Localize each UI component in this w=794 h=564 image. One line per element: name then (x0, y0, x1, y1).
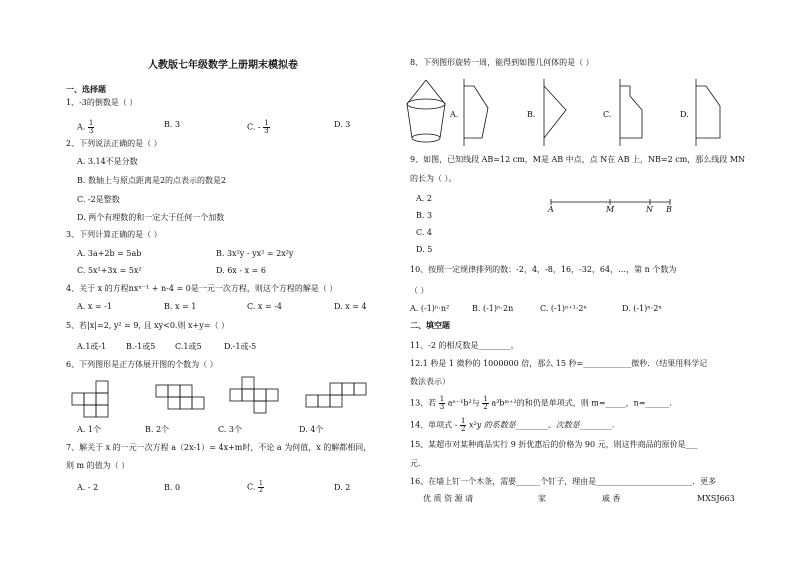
question-2-option-d[interactable]: D. 两个有理数的和一定大于任何一个加数 (77, 213, 225, 222)
question-5-option-d[interactable]: D.-1或-5 (224, 342, 257, 351)
cube-net-a (72, 381, 108, 417)
question-6-option-c[interactable]: C. 3个 (218, 425, 243, 434)
question-2-option-a[interactable]: A. 3.14不是分数 (77, 157, 138, 166)
question-5-stem: 5、若|x|=2, y² = 9, 且 xy<0.则 x+y=（ ） (66, 321, 229, 330)
question-2-option-c[interactable]: C. -2是整数 (77, 195, 120, 204)
cube-net-d (306, 383, 366, 407)
footer-text-b: 家 (538, 494, 546, 503)
question-5-option-a[interactable]: A.1或-1 (77, 342, 107, 351)
footer-code: MXSJ663 (697, 494, 735, 503)
question-3-option-d[interactable]: D. 6x - x = 6 (216, 266, 266, 275)
question-10-stem-continued: （ ） (410, 286, 429, 295)
question-13[interactable]: 13、若 $\frac{1}{3}$ aⁿ⁻¹b²与 $\frac{1}{2}$ a³bᵐ⁺²的和仍是单项式，则 m=_____，n=______. (410, 395, 672, 411)
option-b-shape (544, 79, 566, 146)
question-7-option-d[interactable]: D. 2 (334, 483, 351, 492)
footer-text-c: 戚 香 (602, 494, 621, 503)
question-9-option-b[interactable]: B. 3 (416, 211, 433, 220)
question-3-option-c[interactable]: C. 5x²+3x = 5x² (77, 266, 142, 275)
cube-net-c (230, 377, 278, 413)
fraction: $\frac{1}{2}$ (258, 480, 263, 494)
question-10-option-d[interactable]: D. (-1)ⁿ·2ⁿ (622, 304, 662, 313)
question-9-stem: 9、如图，已知线段 AB=12 cm，M是 AB 中点，点 N在 AB 上，NB=2 cm，那么线段 MN (410, 155, 746, 164)
question-4-option-d[interactable]: D. x = 4 (334, 302, 367, 311)
question-10-option-c[interactable]: C. (-1)ⁿ⁺¹·2ⁿ (540, 304, 587, 313)
option-d-shape (696, 79, 720, 146)
question-9-option-a[interactable]: A. 2 (416, 194, 432, 203)
question-1-stem: 1、-3的倒数是（ ） (66, 98, 138, 107)
cone-cylinder-solid (407, 80, 445, 142)
fraction: $\frac{1}{3}$ (88, 119, 94, 135)
question-6-option-b[interactable]: B. 2个 (145, 425, 170, 434)
section-heading-choice: 一、选择题 (66, 84, 106, 94)
fraction: $\frac{1}{3}$ (264, 119, 269, 135)
question-1-option-a[interactable]: A. $\frac{1}{3}$ (77, 119, 94, 135)
question-4-option-b[interactable]: B. x = 1 (164, 302, 197, 311)
question-1-option-c[interactable]: C. - $\frac{1}{3}$ (247, 119, 269, 135)
footer-text-a: 优 质 资 源 请 (423, 494, 474, 503)
question-3-option-a[interactable]: A. 3a+2b = 5ab (77, 249, 142, 258)
question-7-option-a[interactable]: A. - 2 (77, 483, 99, 492)
question-1-option-b[interactable]: B. 3 (164, 120, 181, 129)
question-4-option-c[interactable]: C. x = -4 (247, 302, 283, 311)
question-16[interactable]: 16、在墙上钉一个木条，需要______个钉子，理由是________________________．更多 (410, 477, 717, 486)
point-n-label: N (646, 205, 653, 214)
question-4-option-a[interactable]: A. x = -1 (77, 302, 112, 311)
question-9-option-c[interactable]: C. 4 (416, 228, 433, 237)
point-a-label: A (548, 205, 554, 214)
cube-net-b (156, 385, 204, 409)
fraction: $\frac{1}{2}$ (483, 395, 488, 411)
question-14[interactable]: 14、单项式 - $\frac{1}{2}$ x²y 的系数是________，次数是________. (410, 417, 615, 433)
question-10-option-a[interactable]: A. (-1)ⁿ·n² (410, 304, 450, 313)
question-10-stem: 10、按照一定规律排列的数：-2，4，-8，16，-32，64，…，第 n 个数为 (410, 265, 677, 274)
option-a-shape (464, 79, 488, 146)
point-b-label: B (666, 205, 672, 214)
question-15-continued: 元. (410, 459, 421, 468)
question-7-option-b[interactable]: B. 0 (164, 483, 181, 492)
question-8-option-d[interactable]: D. (680, 110, 689, 119)
question-3-option-b[interactable]: B. 3x²y - yx² = 2x²y (216, 249, 294, 258)
question-8-stem: 8、下列图形旋转一周，能得到如图几何体的是（ ） (410, 58, 594, 67)
question-1-option-d[interactable]: D. 3 (334, 120, 351, 129)
question-7-stem-continued: 则 m 的值为（ ） (66, 461, 130, 470)
question-12-continued: 数法表示） (410, 377, 450, 386)
cube-net-figures (70, 375, 390, 425)
question-2-option-b[interactable]: B. 数轴上与原点距离是2的点表示的数是2 (77, 176, 227, 185)
page-title: 人教版七年级数学上册期末模拟卷 (148, 60, 298, 71)
question-4-stem: 4、关于 x 的方程nxⁿ⁻¹ + n-4 = 0是一元一次方程，则这个方程的解是（ ） (66, 284, 338, 293)
question-3-stem: 3、下列计算正确的是（ ） (66, 230, 162, 239)
question-9-stem-continued: 的长为（ ）。 (410, 174, 457, 183)
fraction: $\frac{1}{2}$ (460, 417, 466, 433)
question-7-stem: 7、解关于 x 的一元一次方程 a（2x-1）= 4x+m时，不论 a 为何值，x 的解都相同， (66, 443, 372, 452)
question-9-option-d[interactable]: D. 5 (416, 245, 433, 254)
question-8-option-c[interactable]: C. (603, 110, 612, 119)
point-m-label: M (606, 205, 615, 214)
question-6-option-a[interactable]: A. 1个 (77, 425, 101, 434)
question-5-option-b[interactable]: B.-1或5 (126, 342, 156, 351)
question-15[interactable]: 15、某超市对某种商品实行 9 折优惠后的价格为 90 元，则这件商品的原价是___ (410, 440, 698, 449)
question-8-option-b[interactable]: B. (527, 110, 536, 119)
question-10-option-b[interactable]: B. (-1)ⁿ·2n (472, 304, 514, 313)
section-heading-fill-blank: 二、填空题 (410, 320, 450, 330)
question-6-option-d[interactable]: D. 4个 (299, 425, 324, 434)
question-8-option-a[interactable]: A. (450, 110, 459, 119)
question-5-option-c[interactable]: C.1或5 (175, 342, 202, 351)
question-11[interactable]: 11、-2 的相反数是________。 (410, 341, 519, 350)
question-7-option-c[interactable]: C. $\frac{1}{2}$ (247, 480, 263, 494)
question-6-stem: 6、下列图形是正方体展开图的个数为（ ） (66, 360, 218, 369)
fraction: $\frac{1}{3}$ (439, 395, 445, 411)
question-12[interactable]: 12.1 秒是 1 微秒的 1000000 倍，那么 15 秒=____________微秒．（结果用科学记 (410, 359, 708, 368)
option-c-shape (620, 79, 642, 146)
question-2-stem: 2、下列说法正确的是（ ） (66, 139, 162, 148)
